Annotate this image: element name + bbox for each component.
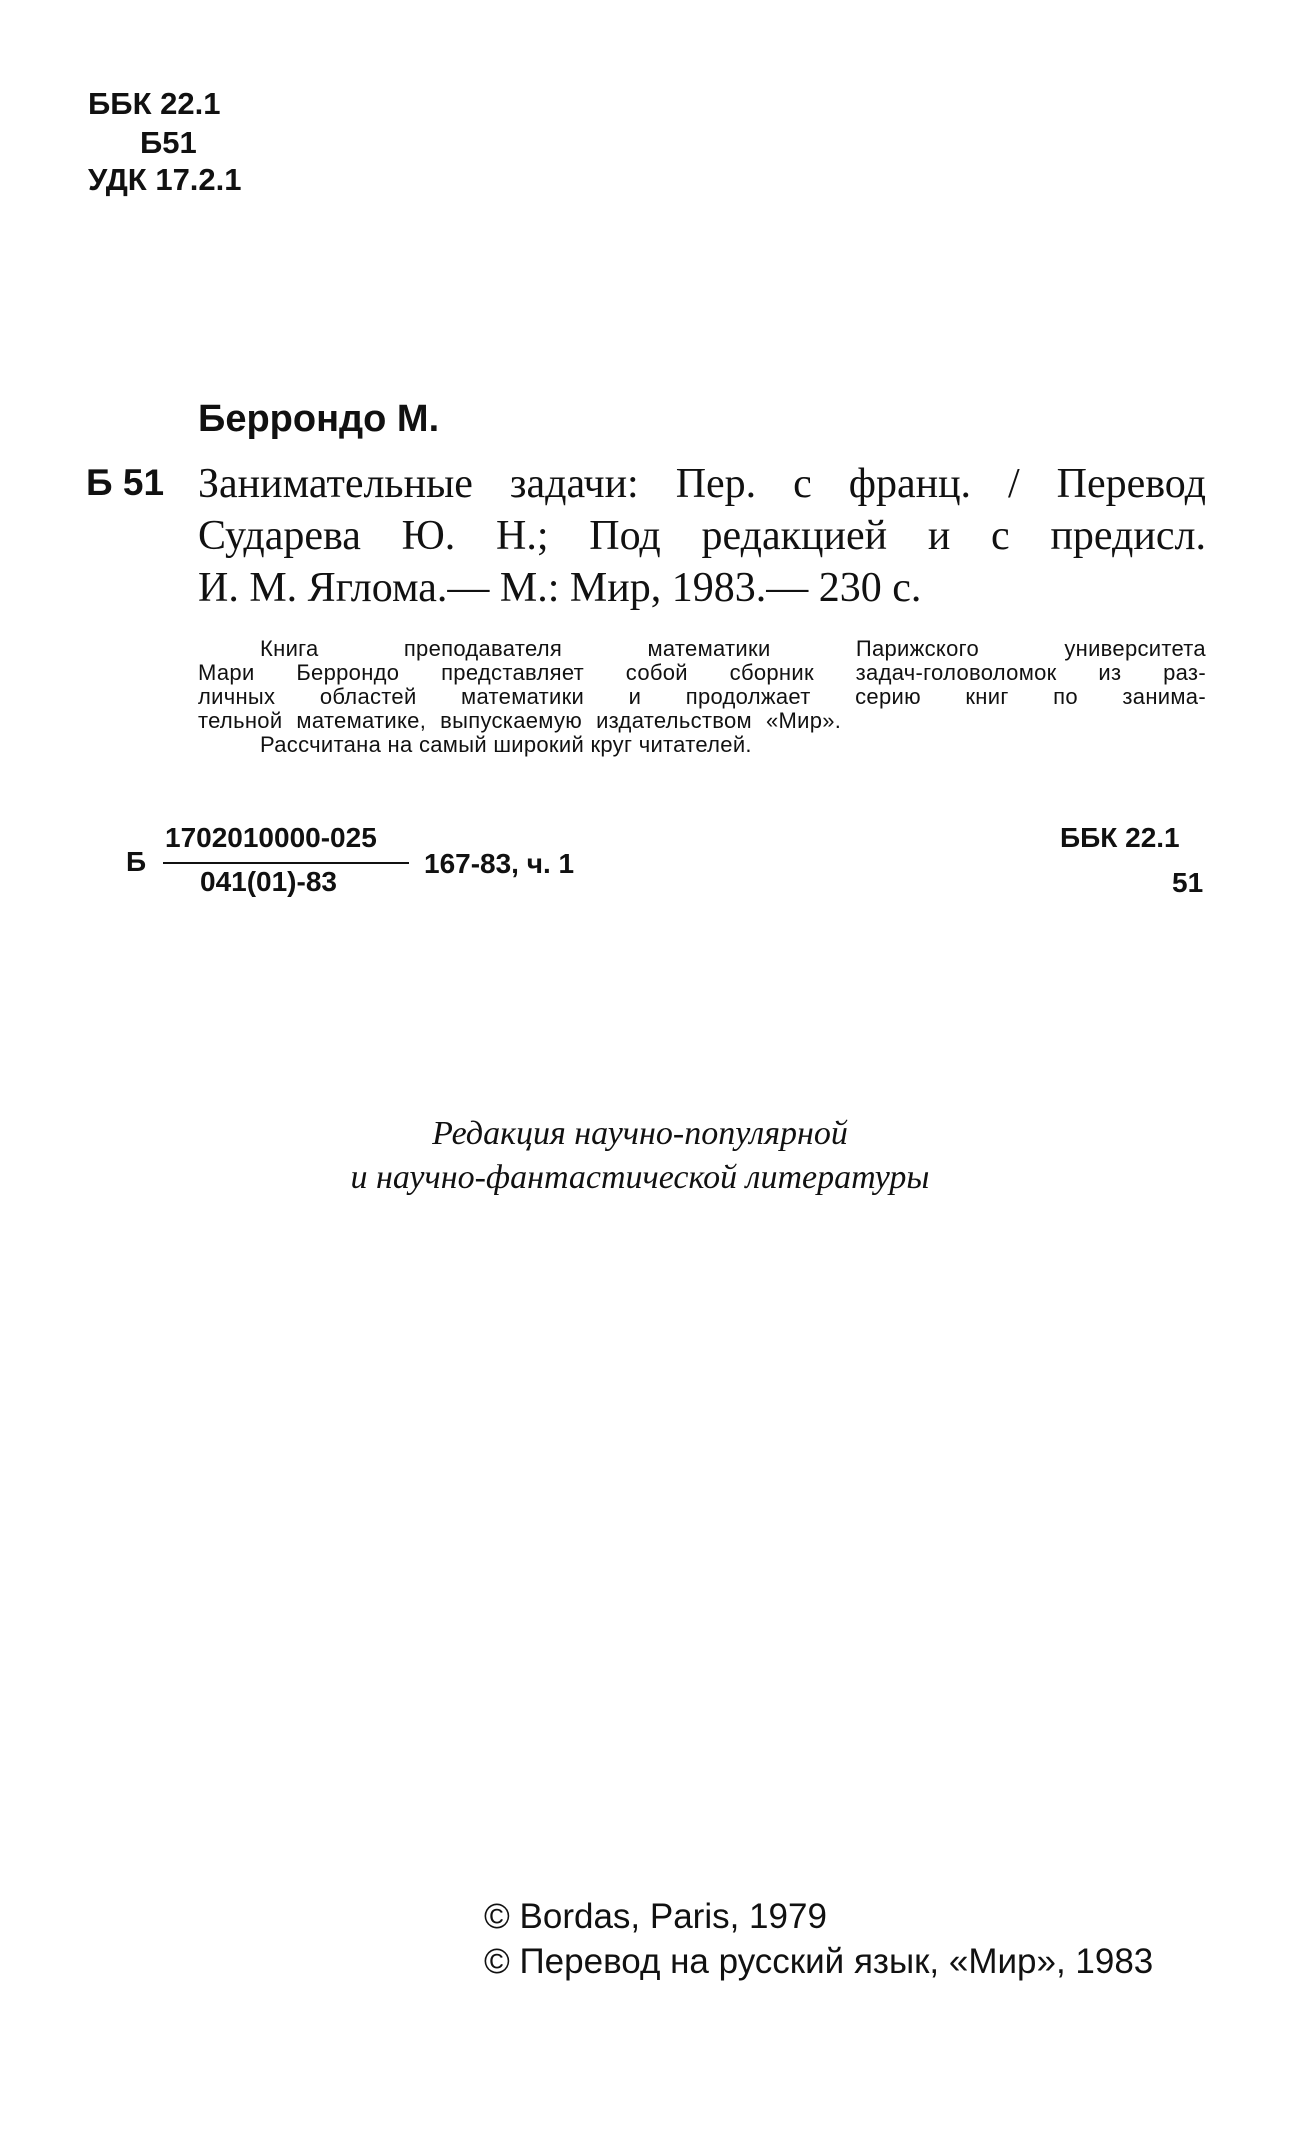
- title-word: с: [793, 461, 812, 507]
- annotation-word: математике,: [296, 708, 427, 733]
- title-word: /: [1008, 461, 1020, 507]
- title-line-1: [198, 458, 1206, 510]
- annotation-line-1: [198, 637, 1206, 661]
- annotation-line-4: [198, 709, 1206, 733]
- annotation-word: университета: [1064, 636, 1206, 661]
- annotation-line-2: [198, 661, 1206, 685]
- title-word: Пер.: [675, 461, 757, 507]
- editorial-line-1: Редакция научно-популярной: [432, 1115, 848, 1152]
- annotation-word: продолжает: [685, 684, 811, 709]
- title-word: Ю.: [401, 513, 456, 559]
- annotation-word: по: [1053, 684, 1078, 709]
- fraction-bar: [163, 862, 409, 864]
- annotation-line-5: [198, 733, 1206, 757]
- annotation-word: математики: [647, 636, 771, 661]
- title-word: Сударева: [198, 513, 361, 559]
- annotation-word: раз-: [1163, 660, 1206, 685]
- title-block: [198, 458, 1206, 614]
- annotation-word: личных: [198, 684, 276, 709]
- title-word: редакцией: [701, 513, 888, 559]
- annotation-word: Мари: [198, 660, 255, 685]
- author-name: Беррондо М.: [198, 398, 440, 440]
- annotation-word: Беррондо: [296, 660, 400, 685]
- annotation-word: сборник: [729, 660, 814, 685]
- editorial-line-2: и научно-фантастической литературы: [350, 1159, 930, 1196]
- index-letter: Б: [126, 846, 147, 877]
- annotation-word: тельной: [198, 708, 283, 733]
- title-line-2: [198, 510, 1206, 562]
- annotation-word: выпускаемую: [440, 708, 583, 733]
- editorial-office: [300, 1112, 980, 1200]
- annotation-word: книг: [965, 684, 1009, 709]
- index-suffix: 167-83, ч. 1: [424, 848, 575, 879]
- title-line-3: [198, 562, 1206, 614]
- annotation-word: преподавателя: [403, 636, 563, 661]
- title-word: с: [991, 513, 1010, 559]
- udk-code: УДК 17.2.1: [88, 162, 242, 197]
- copyright-translation: © Перевод на русский язык, «Мир», 1983: [484, 1942, 1154, 1981]
- title-word: И. М. Яглома.— М.: Мир, 1983.— 230 с.: [198, 565, 922, 611]
- index-numerator: 1702010000-025: [165, 822, 377, 853]
- annotation-word: представляет: [441, 660, 585, 685]
- annotation-word: «Мир».: [765, 708, 842, 733]
- copyright-original: © Bordas, Paris, 1979: [484, 1897, 827, 1936]
- annotation-word: Парижского: [855, 636, 980, 661]
- annotation-word: областей: [319, 684, 417, 709]
- annotation-word: задач-головоломок: [855, 660, 1057, 685]
- title-word: франц.: [848, 461, 972, 507]
- record-code: Б 51: [86, 462, 165, 503]
- index-bbk-number: 51: [1172, 867, 1204, 898]
- bbk-code: ББК 22.1: [88, 86, 221, 121]
- annotation-word: и: [628, 684, 642, 709]
- annotation-word: издательством: [596, 708, 752, 733]
- title-word: Под: [589, 513, 661, 559]
- shelf-code: Б51: [140, 125, 197, 160]
- annotation-word: из: [1098, 660, 1122, 685]
- title-word: Н.;: [496, 513, 549, 559]
- annotation: [198, 637, 1206, 757]
- annotation-word: занима-: [1122, 684, 1206, 709]
- annotation-word: Книга: [260, 636, 319, 661]
- title-word: Занимательные: [198, 461, 473, 507]
- annotation-line-3: [198, 685, 1206, 709]
- annotation-word: математики: [461, 684, 585, 709]
- index-denominator: 041(01)-83: [200, 866, 337, 897]
- annotation-word: собой: [625, 660, 688, 685]
- title-word: и: [927, 513, 951, 559]
- index-bbk: ББК 22.1: [1060, 822, 1180, 853]
- title-word: предисл.: [1050, 513, 1206, 559]
- title-word: задачи:: [509, 461, 639, 507]
- annotation-word: Рассчитана на самый широкий круг читателей.: [260, 732, 752, 757]
- annotation-word: серию: [855, 684, 921, 709]
- title-word: Перевод: [1056, 461, 1206, 507]
